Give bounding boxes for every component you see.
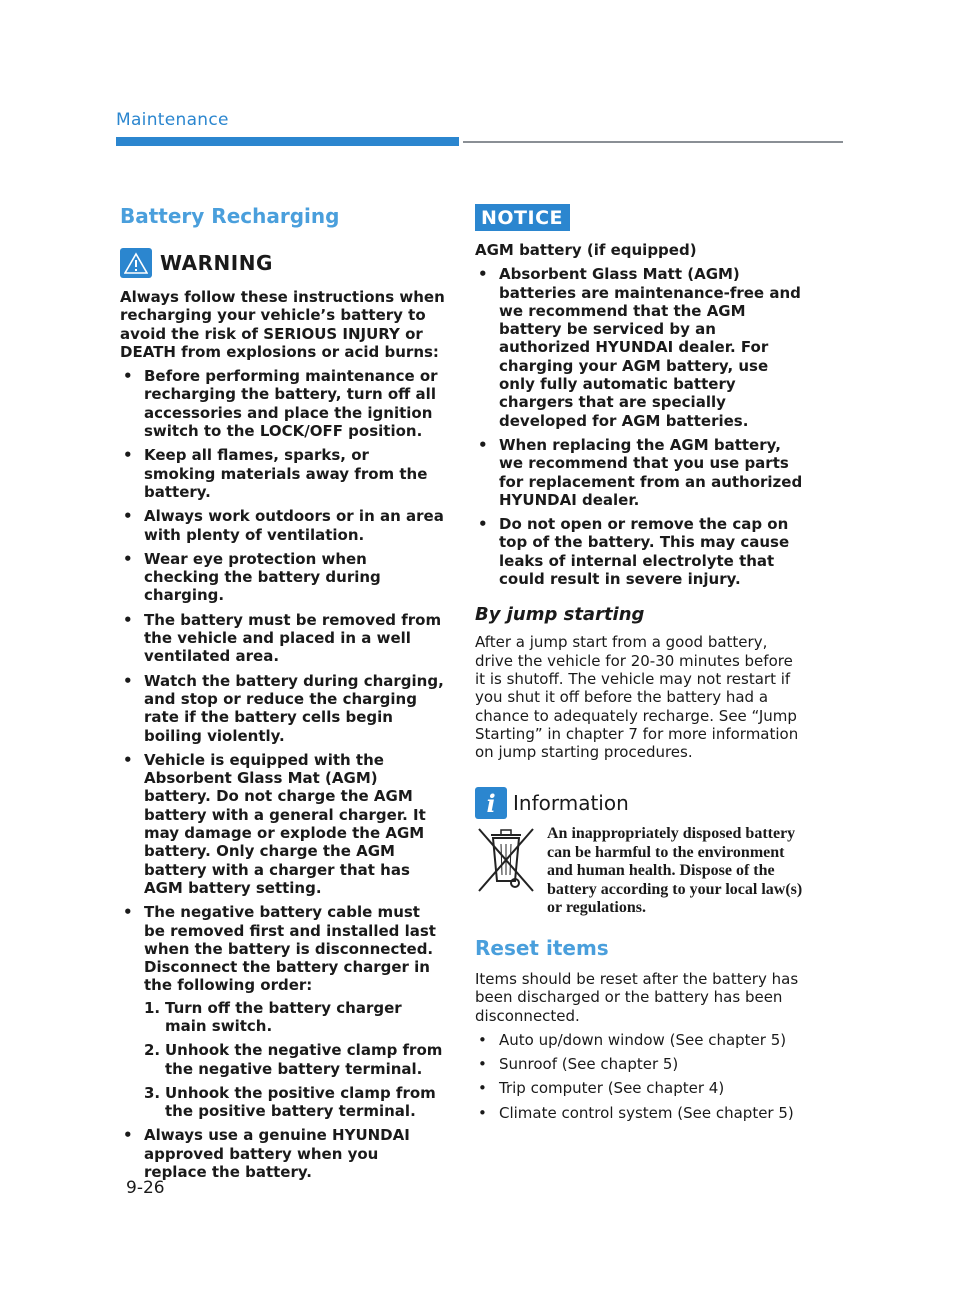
list-item: • Keep all flames, sparks, or smoking materials away from the battery.	[120, 446, 445, 501]
list-item: • Do not open or remove the cap on top of the battery. This may cause leaks of internal electrolyte that could result in severe injury.	[475, 515, 805, 588]
list-item: • Before performing maintenance or recharging the battery, turn off all accessories and place the ignition switch to the LOCK/OFF position.	[120, 367, 445, 440]
list-item: • Auto up/down window (See chapter 5)	[475, 1031, 805, 1049]
list-item	[120, 903, 445, 1120]
list-item: • Wear eye protection when checking the battery during charging.	[120, 550, 445, 605]
list-item-text: The negative battery cable must be removed first and installed last when the battery is disconnected. Disconnect the battery charger in the following order:	[144, 903, 436, 995]
reset-items-intro: Items should be reset after the battery has been discharged or the battery has been disconnected.	[475, 969, 799, 1025]
warning-triangle-icon	[120, 248, 152, 278]
left-column	[120, 204, 445, 1187]
disconnect-steps	[144, 999, 445, 1121]
jump-starting-title: By jump starting	[475, 604, 645, 626]
list-item: • The battery must be removed from the vehicle and placed in a well ventilated area.	[120, 611, 445, 666]
warning-intro: Always follow these instructions when recharging your vehicle’s battery to avoid the risk of SERIOUS INJURY or DEATH from explosions or acid burns:	[120, 288, 445, 361]
notice-bullet-list	[475, 265, 805, 588]
notice-heading: AGM battery (if equipped)	[475, 241, 697, 259]
step-number: 1.	[144, 998, 161, 1017]
information-body	[475, 825, 805, 918]
page-number: 9-26	[126, 1178, 165, 1198]
reset-items-title: Reset items	[475, 935, 609, 960]
warning-bullet-list	[120, 367, 445, 1181]
step-number: 3.	[144, 1083, 161, 1102]
step-text: Unhook the negative clamp from the negative battery terminal.	[165, 1041, 443, 1078]
right-column	[475, 204, 805, 1128]
step-item	[144, 999, 445, 1036]
crossed-out-bin-icon	[475, 825, 537, 905]
list-item: • Absorbent Glass Matt (AGM) batteries are maintenance-free and we recommend that the AGM battery be serviced by an authorized HYUNDAI dealer. For charging your AGM battery, use only fully automatic battery chargers that are specially developed for AGM batteries.	[475, 265, 805, 430]
list-item: • Sunroof (See chapter 5)	[475, 1055, 805, 1073]
header-accent-bar	[116, 137, 459, 146]
warning-header	[120, 248, 445, 278]
battery-recharging-title: Battery Recharging	[120, 204, 340, 228]
info-icon: i	[475, 787, 507, 819]
information-header	[475, 787, 805, 819]
step-text: Unhook the positive clamp from the positive battery terminal.	[165, 1083, 436, 1121]
disposal-information-text: An inappropriately disposed battery can be harmful to the environment and human health. Dispose of the battery according to your local law(s) or regulations.	[547, 825, 803, 917]
reset-items-list	[475, 1031, 805, 1122]
notice-badge: NOTICE	[475, 204, 570, 231]
list-item: • Trip computer (See chapter 4)	[475, 1079, 805, 1097]
step-text: Turn off the battery charger main switch.	[165, 998, 402, 1035]
list-item: • When replacing the AGM battery, we recommend that you use parts for replacement from an authorized HYUNDAI dealer.	[475, 436, 805, 509]
list-item: • Watch the battery during charging, and stop or reduce the charging rate if the battery cells begin boiling violently.	[120, 672, 445, 745]
jump-starting-text: After a jump start from a good battery, drive the vehicle for 20-30 minutes before it is shutoff. The vehicle may not restart if you shut it off before the battery had a chance to adequately recharge. See “Jump Starting” in chapter 7 for more information on jump starting procedures.	[475, 633, 799, 762]
list-item: • Always work outdoors or in an area with plenty of ventilation.	[120, 507, 445, 544]
information-label: Information	[513, 791, 629, 816]
step-number: 2.	[144, 1041, 161, 1060]
list-item: • Vehicle is equipped with the Absorbent Glass Mat (AGM) battery. Do not charge the AGM battery with a general charger. It may damage or explode the AGM battery. Only charge the AGM battery with a charger that has AGM battery setting.	[120, 751, 445, 897]
list-item: • Always use a genuine HYUNDAI approved battery when you replace the battery.	[120, 1126, 445, 1181]
step-item	[144, 1041, 445, 1078]
list-item: • Climate control system (See chapter 5)	[475, 1104, 805, 1122]
step-item	[144, 1084, 445, 1121]
section-header-title: Maintenance	[116, 110, 229, 130]
header-divider-line	[463, 141, 843, 143]
warning-label: WARNING	[160, 251, 273, 275]
